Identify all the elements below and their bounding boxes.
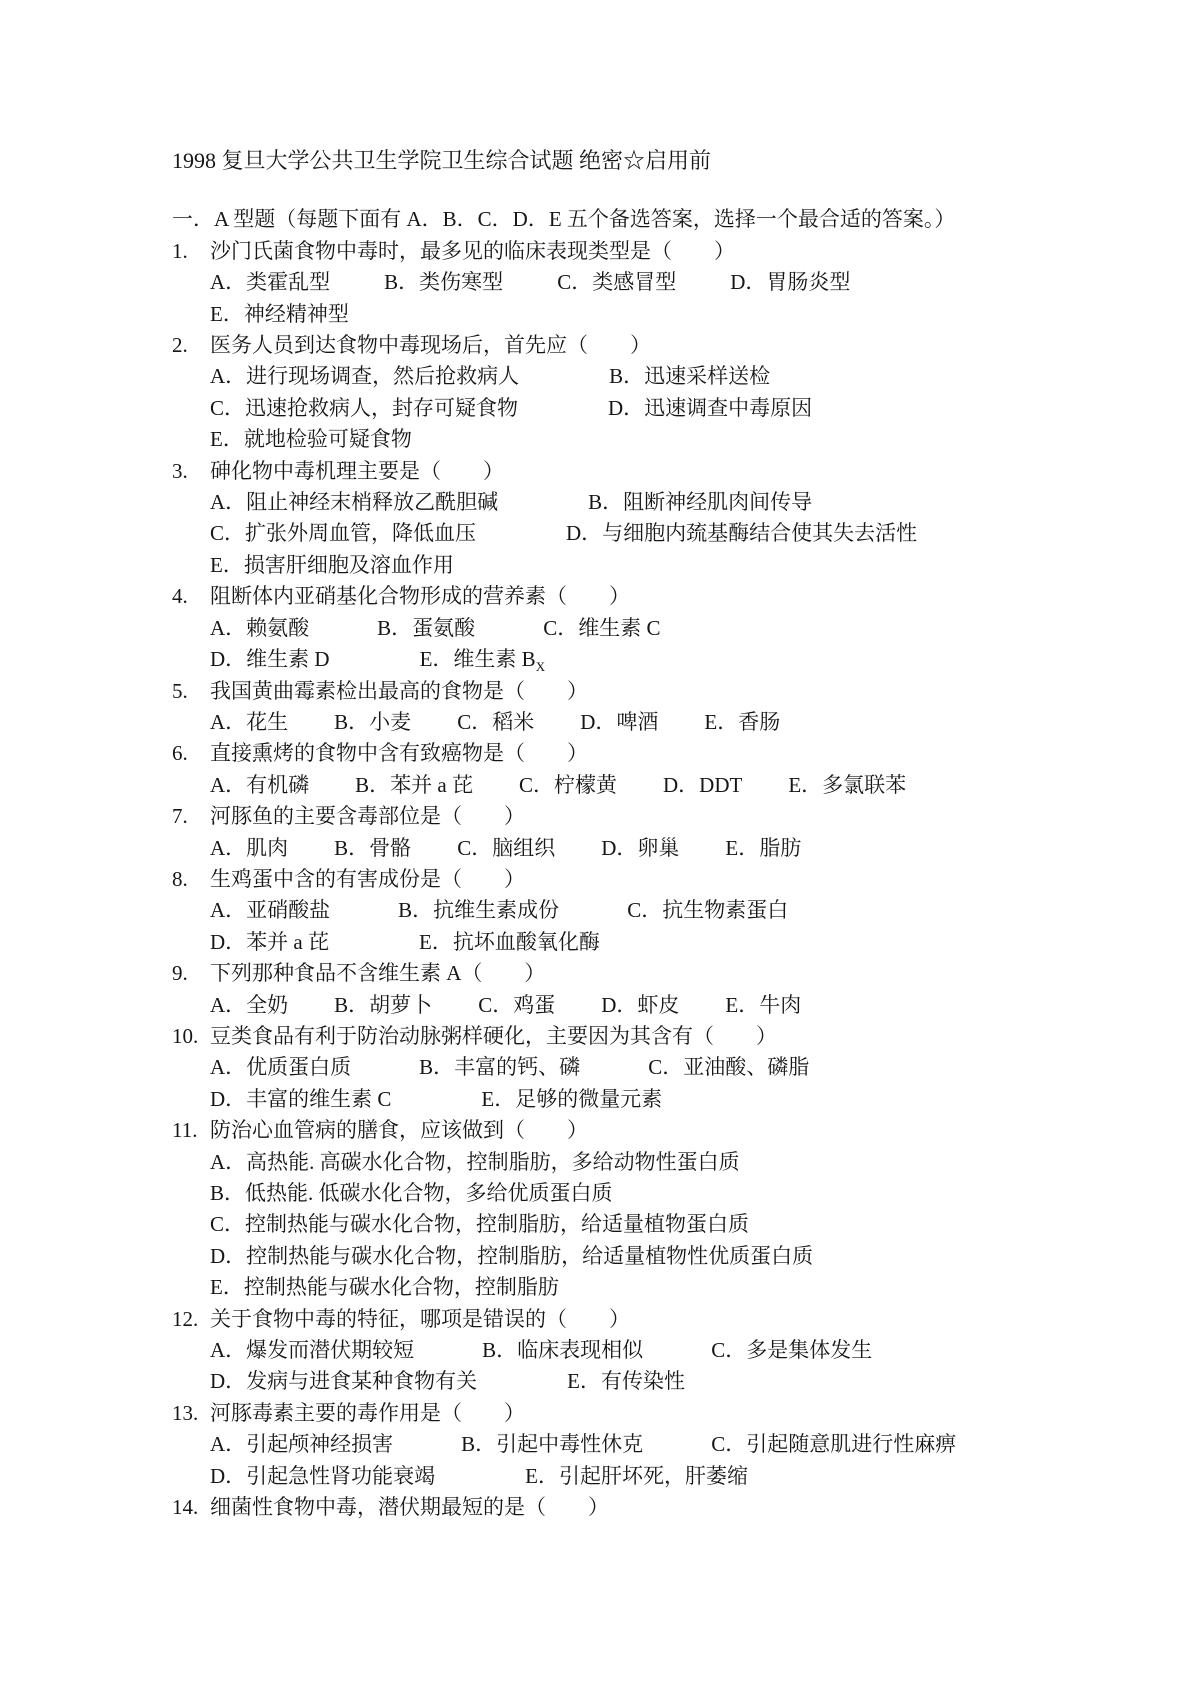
question-text: 细菌性食物中毒，潜伏期最短的是（ ） xyxy=(210,1495,609,1520)
question-line xyxy=(172,581,1142,612)
option-line xyxy=(172,1272,1142,1303)
option-item: B．迅速采样送检 xyxy=(609,364,771,389)
option-item: E．神经精神型 xyxy=(210,301,349,326)
option-item: D．啤酒 xyxy=(580,709,659,734)
option-line xyxy=(172,833,1142,864)
option-item: B．骨骼 xyxy=(334,835,412,860)
option-item: B．类伤寒型 xyxy=(384,270,504,295)
question-line xyxy=(172,676,1142,707)
option-item: A．爆发而潜伏期较短 xyxy=(210,1338,415,1363)
option-item: C．类感冒型 xyxy=(557,270,677,295)
option-line xyxy=(172,1147,1142,1178)
option-line xyxy=(172,1084,1142,1115)
option-item: E．牛肉 xyxy=(725,992,802,1017)
option-item: A．赖氨酸 xyxy=(210,615,310,640)
option-item: D．丰富的维生素 C xyxy=(210,1086,392,1111)
option-item: C．稻米 xyxy=(457,709,535,734)
option-item: A．花生 xyxy=(210,709,289,734)
option-line xyxy=(172,644,1142,675)
option-item: C．迅速抢救病人，封存可疑食物 xyxy=(210,395,519,420)
question-text: 下列那种食品不含维生素 A（ ） xyxy=(210,961,546,986)
page-title: 1998 复旦大学公共卫生学院卫生综合试题 绝密☆启用前 xyxy=(172,148,712,173)
question-line xyxy=(172,1398,1142,1429)
option-line xyxy=(172,613,1142,644)
option-item: A．阻止神经末梢释放乙酰胆碱 xyxy=(210,490,499,515)
question-text: 豆类食品有利于防治动脉粥样硬化，主要因为其含有（ ） xyxy=(210,1023,777,1048)
option-item: E．香肠 xyxy=(704,709,781,734)
option-item: D．引起急性肾功能衰竭 xyxy=(210,1463,436,1488)
option-item: C．柠檬黄 xyxy=(519,772,618,797)
option-item: C．抗生物素蛋白 xyxy=(627,898,789,923)
option-item: D．控制热能与碳水化合物，控制脂肪，给适量植物性优质蛋白质 xyxy=(210,1243,814,1268)
question-number: 3. xyxy=(172,458,188,483)
option-item: A．有机磷 xyxy=(210,772,310,797)
question-text: 河豚鱼的主要含毒部位是（ ） xyxy=(210,804,525,829)
option-item: B．小麦 xyxy=(334,709,412,734)
option-item: D．苯并 a 芘 xyxy=(210,929,329,954)
option-item: B．胡萝卜 xyxy=(334,992,433,1017)
option-line xyxy=(172,1366,1142,1397)
option-item: C．亚油酸、磷脂 xyxy=(648,1055,810,1080)
option-item: C．维生素 C xyxy=(543,615,661,640)
question-number: 10. xyxy=(172,1023,199,1048)
question-line xyxy=(172,801,1142,832)
option-item: A．类霍乱型 xyxy=(210,270,331,295)
question-number: 4. xyxy=(172,584,188,609)
option-line xyxy=(172,990,1142,1021)
option-item: A．优质蛋白质 xyxy=(210,1055,352,1080)
option-item: D．虾皮 xyxy=(601,992,680,1017)
option-item: C．引起随意肌进行性麻痹 xyxy=(711,1432,957,1457)
option-item: D．卵巢 xyxy=(601,835,680,860)
option-line xyxy=(172,518,1142,549)
option-line xyxy=(172,487,1142,518)
option-item: E．维生素 $B_X$ xyxy=(419,647,546,675)
question-number: 12. xyxy=(172,1306,199,1331)
option-item: E．就地检验可疑食物 xyxy=(210,427,412,452)
option-line xyxy=(172,895,1142,926)
question-line xyxy=(172,864,1142,895)
question-number: 2. xyxy=(172,333,188,358)
option-item: B．抗维生素成份 xyxy=(398,898,560,923)
option-line xyxy=(172,1241,1142,1272)
option-line xyxy=(172,1335,1142,1366)
option-item: B．苯并 a 芘 xyxy=(355,772,473,797)
option-line xyxy=(172,267,1142,298)
question-number: 1. xyxy=(172,238,188,263)
question-line xyxy=(172,1021,1142,1052)
option-item: C．脑组织 xyxy=(457,835,556,860)
question-number: 9. xyxy=(172,961,188,986)
question-line xyxy=(172,1115,1142,1146)
question-line xyxy=(172,456,1142,487)
question-text: 阻断体内亚硝基化合物形成的营养素（ ） xyxy=(210,584,630,609)
section-heading: 一．A 型题（每题下面有 A．B．C．D．E 五个备选答案，选择一个最合适的答案。） xyxy=(172,207,956,232)
option-line xyxy=(172,299,1142,330)
question-number: 13. xyxy=(172,1400,199,1425)
option-item: D．迅速调查中毒原因 xyxy=(608,395,813,420)
question-number: 8. xyxy=(172,866,188,891)
question-text: 直接熏烤的食物中含有致癌物是（ ） xyxy=(210,741,588,766)
question-text: 河豚毒素主要的毒作用是（ ） xyxy=(210,1400,525,1425)
question-number: 14. xyxy=(172,1495,199,1520)
option-item: D．胃肠炎型 xyxy=(730,270,851,295)
question-text: 医务人员到达食物中毒现场后，首先应（ ） xyxy=(210,333,651,358)
option-item: A．进行现场调查，然后抢救病人 xyxy=(210,364,520,389)
option-line xyxy=(172,361,1142,392)
question-text: 关于食物中毒的特征，哪项是错误的（ ） xyxy=(210,1306,630,1331)
option-item: C．扩张外周血管，降低血压 xyxy=(210,521,477,546)
question-text: 防治心血管病的膳食，应该做到（ ） xyxy=(210,1118,588,1143)
option-item: C．控制热能与碳水化合物，控制脂肪，给适量植物蛋白质 xyxy=(210,1212,750,1237)
option-item: A．亚硝酸盐 xyxy=(210,898,331,923)
question-line xyxy=(172,1304,1142,1335)
option-item: C．多是集体发生 xyxy=(711,1338,873,1363)
option-item: B．阻断神经肌肉间传导 xyxy=(588,490,813,515)
option-item: E．抗坏血酸氧化酶 xyxy=(419,929,600,954)
question-text: 砷化物中毒机理主要是（ ） xyxy=(210,458,504,483)
question-number: 11. xyxy=(172,1118,198,1143)
option-item: E．脂肪 xyxy=(725,835,802,860)
option-item: E．损害肝细胞及溶血作用 xyxy=(210,552,454,577)
option-line xyxy=(172,770,1142,801)
option-line xyxy=(172,1429,1142,1460)
option-line xyxy=(172,1461,1142,1492)
option-item: D．维生素 D xyxy=(210,647,330,672)
option-item: E．足够的微量元素 xyxy=(481,1086,663,1111)
option-item: D．DDT xyxy=(663,772,743,797)
question-text: 沙门氏菌食物中毒时，最多见的临床表现类型是（ ） xyxy=(210,238,735,263)
question-line xyxy=(172,1492,1142,1523)
option-line xyxy=(172,393,1142,424)
option-line xyxy=(172,424,1142,455)
option-item: A．肌肉 xyxy=(210,835,289,860)
option-item: D．与细胞内巯基酶结合使其失去活性 xyxy=(566,521,918,546)
option-item: B．临床表现相似 xyxy=(482,1338,644,1363)
option-line xyxy=(172,707,1142,738)
option-item: A．引起颅神经损害 xyxy=(210,1432,394,1457)
option-item: B．低热能. 低碳水化合物，多给优质蛋白质 xyxy=(210,1181,613,1205)
option-line xyxy=(172,1178,1142,1209)
option-item: C．鸡蛋 xyxy=(478,992,556,1017)
question-line xyxy=(172,958,1142,989)
question-number: 5. xyxy=(172,678,188,703)
option-line xyxy=(172,1209,1142,1240)
question-line xyxy=(172,738,1142,769)
option-item: D．发病与进食某种食物有关 xyxy=(210,1369,478,1394)
option-line xyxy=(172,1052,1142,1083)
option-item: A．全奶 xyxy=(210,992,289,1017)
question-line xyxy=(172,236,1142,267)
option-item: B．蛋氨酸 xyxy=(377,615,476,640)
question-number: 7. xyxy=(172,804,188,829)
question-text: 我国黄曲霉素检出最高的食物是（ ） xyxy=(210,678,588,703)
question-number: 6. xyxy=(172,741,188,766)
option-item: B．引起中毒性休克 xyxy=(461,1432,644,1457)
option-line xyxy=(172,550,1142,581)
option-item: E．有传染性 xyxy=(567,1369,685,1394)
option-line xyxy=(172,927,1142,958)
questions-list xyxy=(172,236,1142,1524)
option-item: E．控制热能与碳水化合物，控制脂肪 xyxy=(210,1275,559,1300)
option-item: A．高热能. 高碳水化合物，控制脂肪，多给动物性蛋白质 xyxy=(210,1149,740,1174)
option-item: B．丰富的钙、磷 xyxy=(419,1055,581,1080)
option-item: E．多氯联苯 xyxy=(788,772,907,797)
question-line xyxy=(172,330,1142,361)
option-item: E．引起肝坏死，肝萎缩 xyxy=(525,1463,748,1488)
question-text: 生鸡蛋中含的有害成份是（ ） xyxy=(210,866,525,891)
